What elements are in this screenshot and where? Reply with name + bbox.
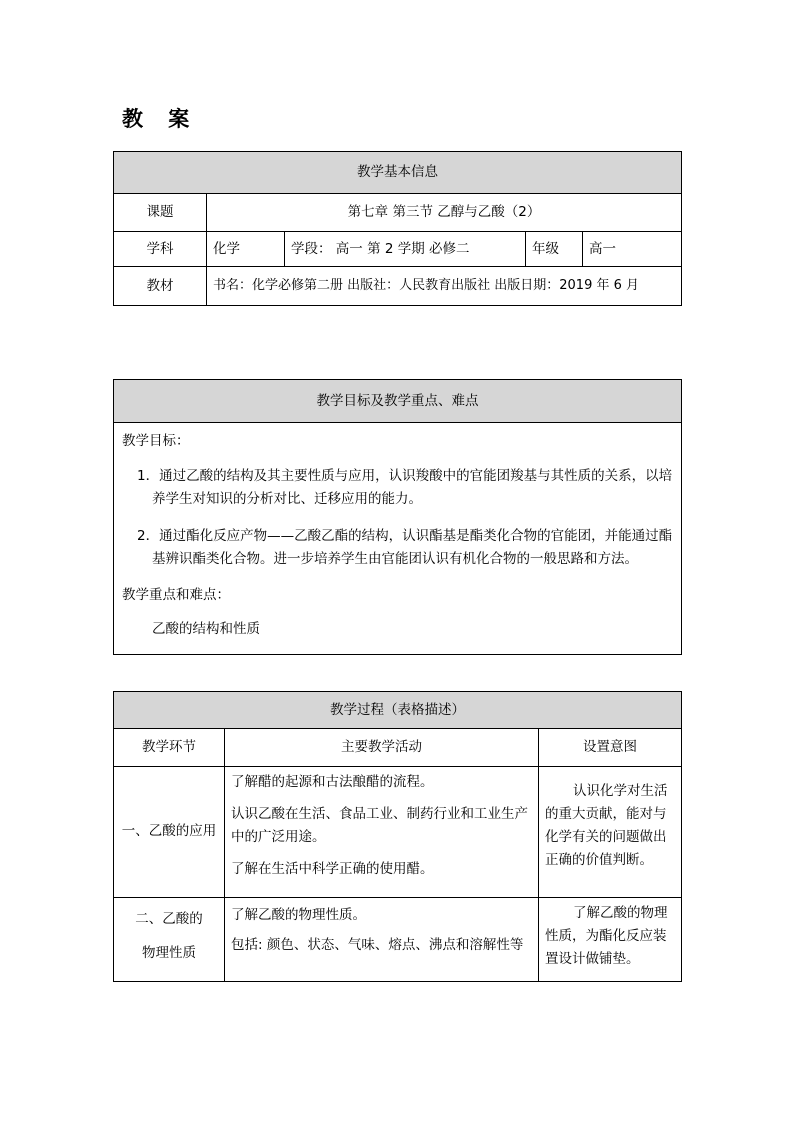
key-points-label: 教学重点和难点： — [122, 587, 230, 603]
objectives-label: 教学目标： — [122, 433, 190, 449]
basic-info-table — [113, 151, 682, 306]
purpose-text: 认识化学对生活的重大贡献，能对与化学有关的问题做出正确的价值判断。 — [545, 783, 668, 868]
activity-item: 包括: 颜色、状态、气味、熔点、沸点和溶解性等 — [231, 937, 524, 953]
purpose-text: 了解乙酸的物理性质，为酯化反应装置设计做铺垫。 — [545, 905, 668, 967]
stage-value: 学段： 高一 第 2 学期 必修二 — [285, 232, 526, 267]
stage-cell — [114, 898, 225, 982]
objectives-body — [114, 423, 682, 655]
objectives-header: 教学目标及教学重点、难点 — [114, 380, 682, 423]
grade-value: 高一 — [583, 232, 682, 267]
col-activity-header: 主要教学活动 — [225, 729, 539, 767]
process-header: 教学过程（表格描述） — [114, 692, 682, 729]
activity-item: 了解在生活中科学正确的使用醋。 — [231, 861, 434, 877]
stage-cell: 一、乙酸的应用 — [114, 767, 225, 898]
basic-info-header: 教学基本信息 — [114, 152, 682, 194]
process-table — [113, 691, 682, 982]
topic-value: 第七章 第三节 乙醇与乙酸（2） — [207, 194, 682, 232]
table-row — [114, 898, 682, 982]
topic-label: 课题 — [114, 194, 207, 232]
stage-line: 物理性质 — [142, 945, 196, 961]
objective-item-2: 2．通过酯化反应产物——乙酸乙酯的结构，认识酯基是酯类化合物的官能团，并能通过酯基辨识酯类化合物。进一步培养学生由官能团认识有机化合物的一般思路和方法。 — [137, 528, 673, 567]
key-points-value: 乙酸的结构和性质 — [152, 621, 260, 637]
activity-item: 了解乙酸的物理性质。 — [231, 907, 366, 923]
document-title: 教 案 — [122, 107, 199, 131]
activity-item: 认识乙酸在生活、食品工业、制药行业和工业生产中的广泛用途。 — [231, 806, 528, 845]
col-purpose-header: 设置意图 — [539, 729, 682, 767]
subject-value: 化学 — [207, 232, 285, 267]
textbook-value: 书名：化学必修第二册 出版社：人民教育出版社 出版日期：2019 年 6 月 — [207, 267, 682, 306]
activity-cell — [225, 767, 539, 898]
stage-line: 二、乙酸的 — [135, 911, 203, 927]
textbook-label: 教材 — [114, 267, 207, 306]
objectives-table — [113, 379, 682, 655]
col-stage-header: 教学环节 — [114, 729, 225, 767]
grade-label: 年级 — [526, 232, 583, 267]
purpose-cell — [539, 767, 682, 898]
activity-cell — [225, 898, 539, 982]
purpose-cell — [539, 898, 682, 982]
activity-item: 了解醋的起源和古法酿醋的流程。 — [231, 774, 434, 790]
table-row — [114, 767, 682, 898]
subject-label: 学科 — [114, 232, 207, 267]
objective-item-1: 1．通过乙酸的结构及其主要性质与应用，认识羧酸中的官能团羧基与其性质的关系，以培养学生对知识的分析对比、迁移应用的能力。 — [137, 468, 673, 507]
